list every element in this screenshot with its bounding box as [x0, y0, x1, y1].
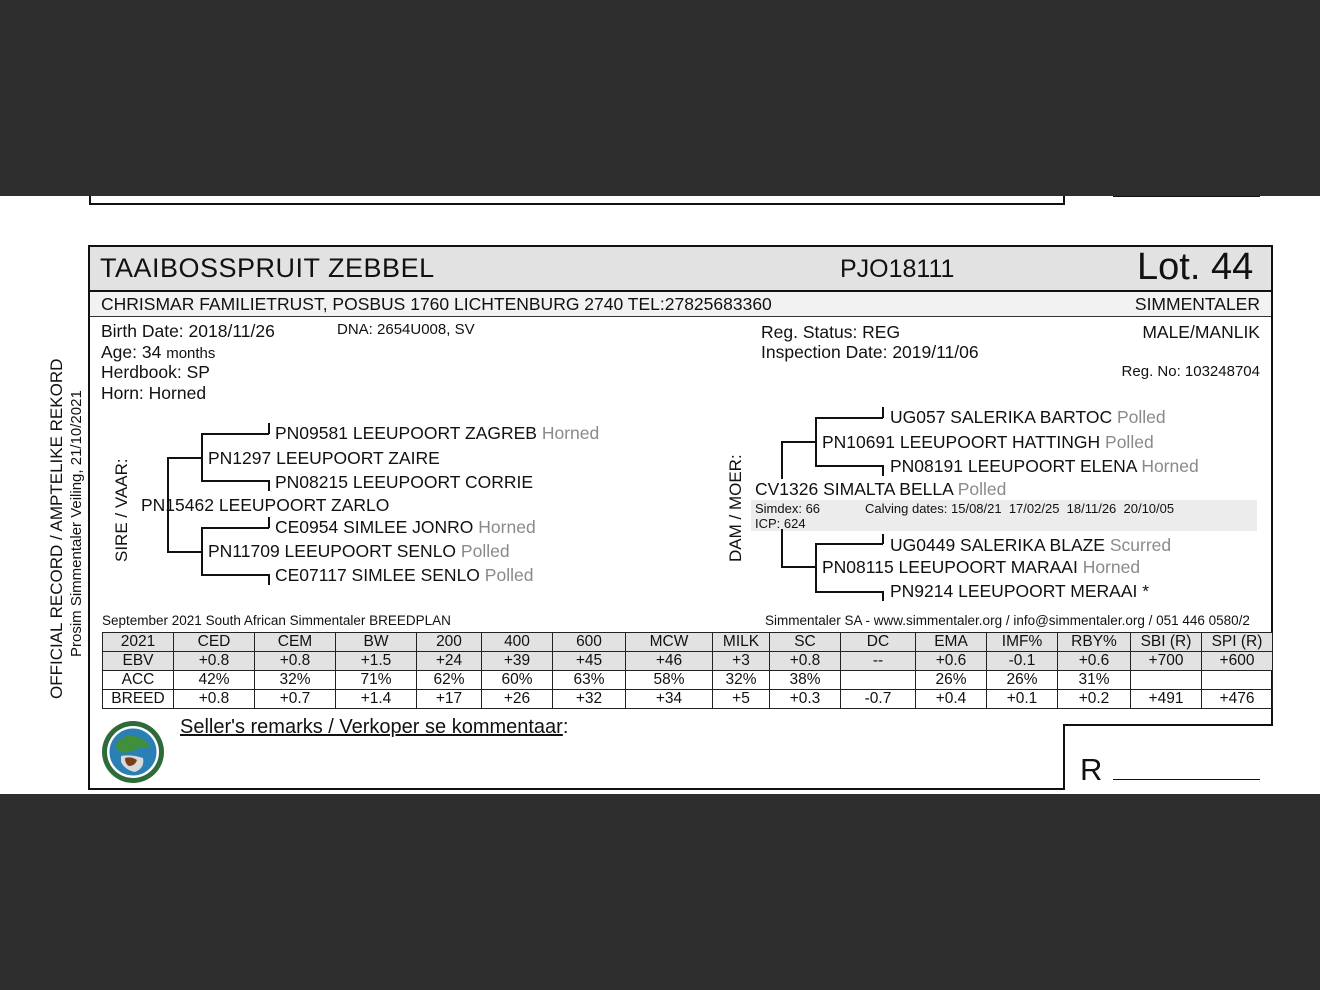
dam-icp: ICP: 624 [755, 516, 806, 531]
value-cell: +491 [1131, 690, 1202, 709]
value-cell: 58% [626, 671, 713, 690]
table-header-row [103, 633, 1273, 652]
sire-dam-dam: CE07117 SIMLEE SENLO Polled [275, 565, 534, 585]
birth-date: Birth Date: 2018/11/26 [101, 321, 275, 341]
sale-info-label: Prosim Simmentaler Veiling, 21/10/2021 [68, 390, 85, 657]
header-cell: MCW [626, 633, 713, 652]
value-cell: +0.6 [1058, 652, 1131, 671]
pedigree-line [268, 574, 270, 585]
pedigree-line [815, 543, 817, 592]
row-label-cell: EBV [103, 652, 174, 671]
sire-dam: PN11709 LEEUPOORT SENLO Polled [208, 541, 510, 561]
pedigree-line [781, 529, 783, 567]
previous-card-border [89, 203, 1065, 205]
value-cell: +17 [417, 690, 482, 709]
pedigree-line [781, 441, 816, 443]
value-cell [1202, 671, 1273, 690]
value-cell: +600 [1202, 652, 1273, 671]
value-cell: +0.8 [255, 652, 336, 671]
breedplan-contact: Simmentaler SA - www.simmentaler.org / info@simmentaler.org / 051 446 0580/2 [765, 613, 1250, 628]
sire-sire: PN1297 LEEUPOORT ZAIRE [208, 448, 440, 468]
value-cell: +0.4 [916, 690, 987, 709]
header-cell: SPI (R) [1202, 633, 1273, 652]
row-label-cell: ACC [103, 671, 174, 690]
breedplan-title: September 2021 South African Simmentaler BREEDPLAN [102, 613, 451, 628]
value-cell: -0.1 [987, 652, 1058, 671]
value-cell: +0.6 [916, 652, 987, 671]
value-cell: 26% [987, 671, 1058, 690]
value-cell: +39 [482, 652, 553, 671]
animal-id-code: PJO18111 [840, 255, 955, 283]
pedigree-line [815, 417, 817, 466]
header-cell: SC [770, 633, 841, 652]
breedplan-table [102, 632, 1273, 709]
value-cell: +26 [482, 690, 553, 709]
value-cell: +24 [417, 652, 482, 671]
value-cell: +0.7 [255, 690, 336, 709]
lot-number: Lot. 44 [1137, 246, 1254, 288]
value-cell: 32% [255, 671, 336, 690]
pedigree-line [781, 566, 816, 568]
value-cell: +0.3 [770, 690, 841, 709]
pedigree-line [201, 480, 269, 482]
value-cell: 31% [1058, 671, 1131, 690]
dam-simdex: Simdex: 66 [755, 501, 821, 516]
sire-sire-sire: PN09581 LEEUPOORT ZAGREB Horned [275, 423, 600, 443]
value-cell [1131, 671, 1202, 690]
header-cell: MILK [713, 633, 770, 652]
value-cell: 60% [482, 671, 553, 690]
value-cell: 63% [553, 671, 626, 690]
previous-price-line [1113, 196, 1260, 197]
value-cell: +0.8 [770, 652, 841, 671]
header-cell: 200 [417, 633, 482, 652]
value-cell: +476 [1202, 690, 1273, 709]
header-cell: RBY% [1058, 633, 1131, 652]
dna-info: DNA: 2654U008, SV [337, 321, 475, 338]
breed-name: SIMMENTALER [1134, 294, 1260, 314]
sire-dam-sire: CE0954 SIMLEE JONRO Horned [275, 517, 536, 537]
value-cell: +1.5 [336, 652, 417, 671]
value-cell: 32% [713, 671, 770, 690]
age: Age: 34 months [101, 342, 216, 362]
pedigree-line [268, 480, 270, 491]
pedigree-line [167, 457, 202, 459]
table-row [103, 652, 1273, 671]
dam-dam: PN08115 LEEUPOORT MARAAI Horned [822, 557, 1141, 577]
header-cell: EMA [916, 633, 987, 652]
pedigree-line [815, 543, 883, 545]
pedigree-line [815, 417, 883, 419]
sire-label: SIRE / VAAR: [112, 458, 131, 562]
dam-sire-sire: UG057 SALERIKA BARTOC Polled [890, 407, 1166, 427]
value-cell: +0.2 [1058, 690, 1131, 709]
value-cell: 62% [417, 671, 482, 690]
value-cell: 38% [770, 671, 841, 690]
header-cell: IMF% [987, 633, 1058, 652]
value-cell: +5 [713, 690, 770, 709]
value-cell: 71% [336, 671, 417, 690]
dam-dam-sire: UG0449 SALERIKA BLAZE Scurred [890, 535, 1172, 555]
pedigree-line [882, 534, 884, 544]
value-cell: 26% [916, 671, 987, 690]
value-cell: +700 [1131, 652, 1202, 671]
dam-calving-dates: Calving dates: 15/08/21 17/02/25 18/11/26 20/10/05 [865, 501, 1175, 516]
header-cell: DC [841, 633, 916, 652]
dam-dam-dam: PN9214 LEEUPOORT MERAAI * [890, 581, 1150, 601]
pedigree-line [201, 527, 203, 575]
price-prefix: R [1080, 752, 1103, 787]
animal-name: TAAIBOSSPRUIT ZEBBEL [100, 253, 435, 283]
sire: PN15462 LEEUPOORT ZARLO [141, 495, 390, 515]
inspection-date: Inspection Date: 2019/11/06 [761, 342, 979, 362]
value-cell: +0.8 [174, 690, 255, 709]
pedigree-line [167, 551, 202, 553]
official-record-label: OFFICIAL RECORD / AMPTELIKE REKORD [47, 358, 66, 699]
previous-card-border [1063, 196, 1065, 205]
herdbook: Herdbook: SP [101, 362, 210, 382]
value-cell: +32 [553, 690, 626, 709]
header-cell: SBI (R) [1131, 633, 1202, 652]
sex: MALE/MANLIK [1142, 322, 1260, 342]
value-cell [841, 671, 916, 690]
value-cell: +34 [626, 690, 713, 709]
seller-remarks-label: Seller's remarks / Verkoper se kommentaar: [180, 716, 569, 738]
pedigree-line [815, 591, 883, 593]
table-row [103, 671, 1273, 690]
pedigree-line [815, 465, 883, 467]
price-field-line[interactable] [1113, 779, 1260, 780]
value-cell: +0.1 [987, 690, 1058, 709]
dam-sire: PN10691 LEEUPOORT HATTINGH Polled [822, 432, 1154, 452]
pedigree-line [201, 433, 269, 435]
dam-label: DAM / MOER: [726, 454, 745, 562]
pedigree-line [882, 465, 884, 476]
header-cell: 2021 [103, 633, 174, 652]
sire-sire-dam: PN08215 LEEUPOORT CORRIE [275, 472, 534, 492]
value-cell: +1.4 [336, 690, 417, 709]
table-row [103, 690, 1273, 709]
header-cell: 400 [482, 633, 553, 652]
pedigree-line [201, 527, 269, 529]
owner-details: CHRISMAR FAMILIETRUST, POSBUS 1760 LICHTENBURG 2740 TEL:27825683360 [101, 294, 772, 314]
reg-status: Reg. Status: REG [761, 322, 901, 342]
pedigree-line [268, 517, 270, 528]
value-cell: +3 [713, 652, 770, 671]
value-cell: +46 [626, 652, 713, 671]
pedigree-line [201, 574, 269, 576]
document-page [0, 196, 1320, 794]
value-cell: 42% [174, 671, 255, 690]
header-cell: BW [336, 633, 417, 652]
header-cell: 600 [553, 633, 626, 652]
pedigree-line [882, 407, 884, 418]
reg-number: Reg. No: 103248704 [1121, 363, 1260, 380]
value-cell: +45 [553, 652, 626, 671]
dam: CV1326 SIMALTA BELLA Polled [755, 479, 1007, 499]
header-cell: CED [174, 633, 255, 652]
row-label-cell: BREED [103, 690, 174, 709]
simmentaler-logo [101, 720, 165, 784]
pedigree-line [882, 591, 884, 601]
dam-sire-dam: PN08191 LEEUPOORT ELENA Horned [890, 456, 1199, 476]
pedigree-line [268, 423, 270, 434]
pedigree-line [201, 433, 203, 481]
value-cell: +0.8 [174, 652, 255, 671]
value-cell: -- [841, 652, 916, 671]
header-cell: CEM [255, 633, 336, 652]
pedigree-line [781, 441, 783, 479]
horn-status: Horn: Horned [101, 383, 207, 403]
value-cell: -0.7 [841, 690, 916, 709]
